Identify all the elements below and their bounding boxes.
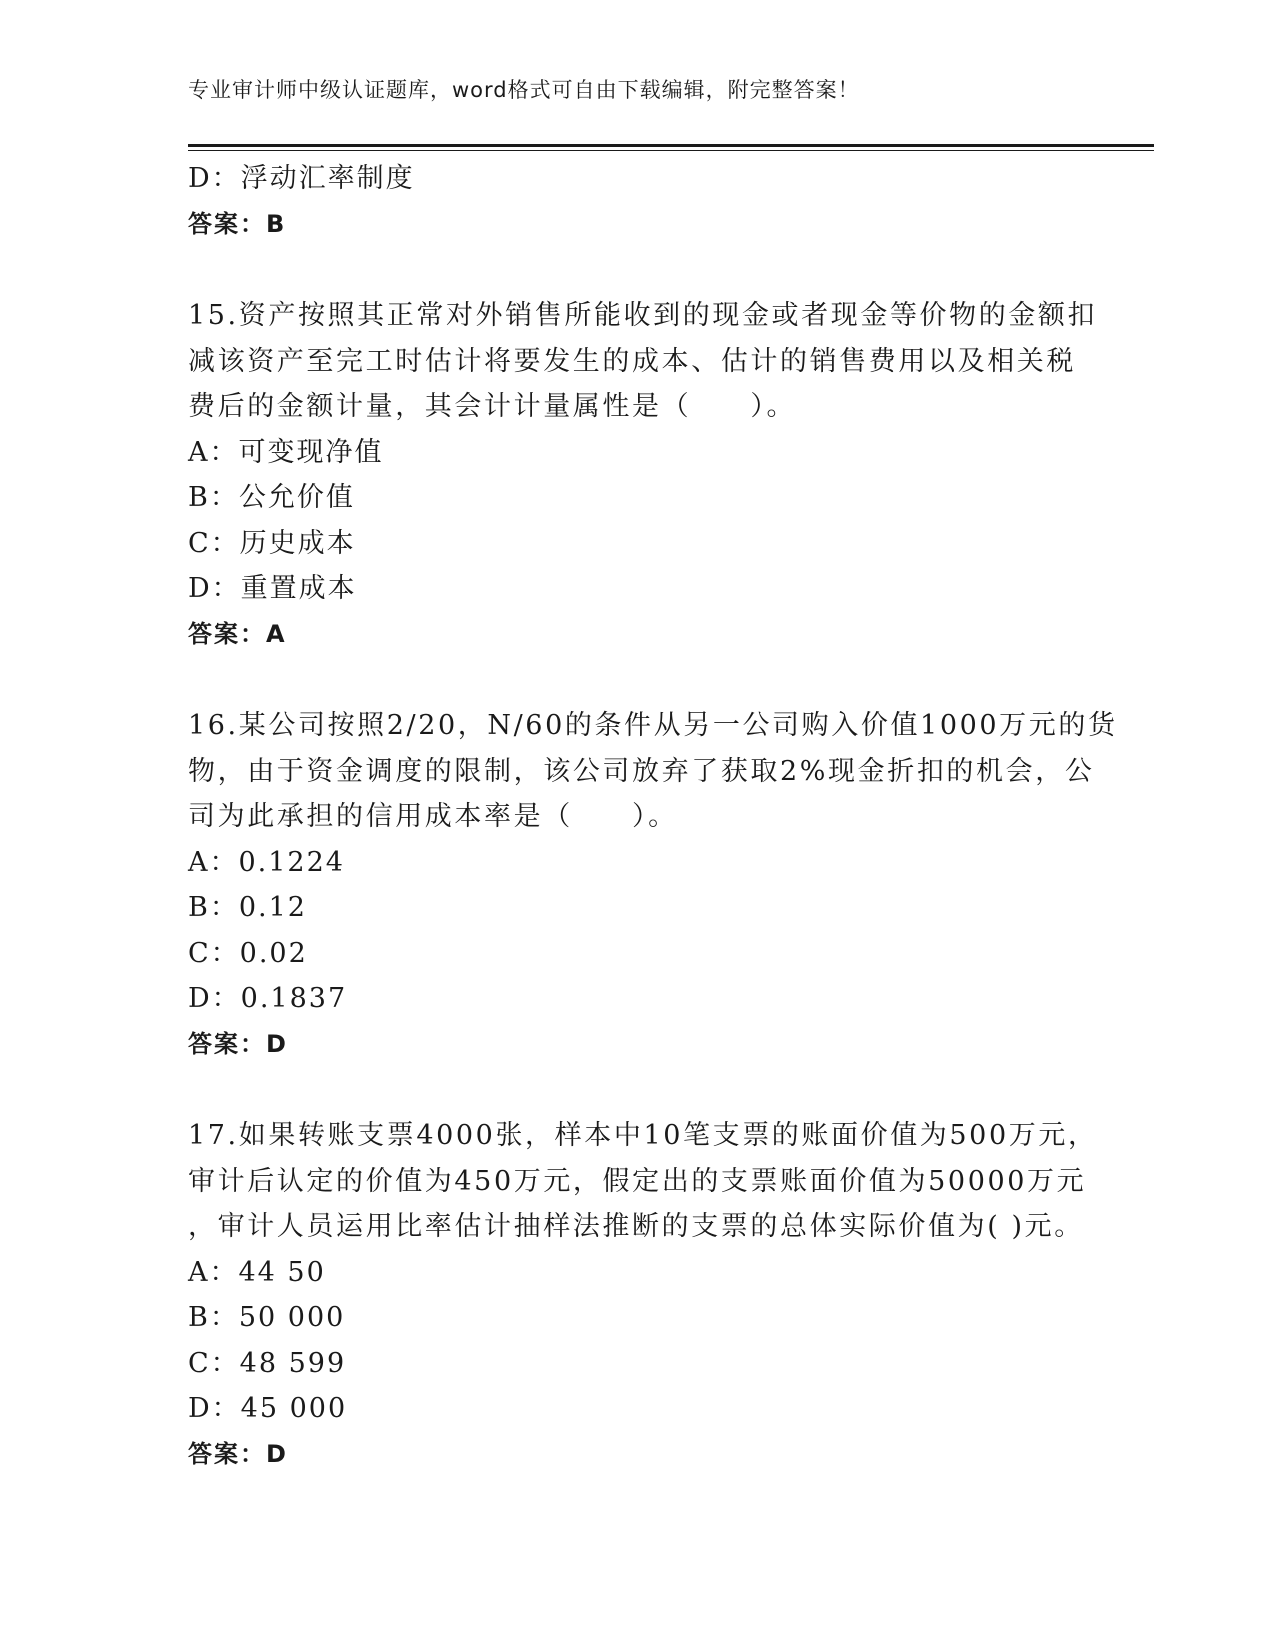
option-a: A：0.1224	[188, 846, 345, 878]
stem-line: 物，由于资金调度的限制，该公司放弃了获取2%现金折扣的机会，公	[188, 755, 1095, 787]
page-header: 专业审计师中级认证题库，word格式可自由下载编辑，附完整答案！	[188, 78, 860, 102]
option-b: B：50 000	[188, 1302, 346, 1333]
option-a: A：44 50	[188, 1256, 326, 1288]
question-stem	[188, 293, 1098, 430]
header-rule-thick	[188, 144, 1154, 147]
question-15	[188, 293, 1098, 657]
spacer	[188, 247, 1088, 293]
option-d: D：45 000	[188, 1393, 348, 1424]
stem-line: 审计后认定的价值为450万元，假定出的支票账面价值为50000万元	[188, 1165, 1087, 1197]
question-stem	[188, 1113, 1098, 1250]
stem-line: 15.资产按照其正常对外销售所能收到的现金或者现金等价物的金额扣	[188, 300, 1098, 331]
option-d: D：重置成本	[188, 573, 357, 604]
spacer	[188, 1067, 1088, 1113]
header-rule-thin	[188, 150, 1154, 151]
stem-line: ，审计人员运用比率估计抽样法推断的支票的总体实际价值为( )元。	[188, 1211, 1084, 1242]
spacer	[188, 657, 1088, 703]
option-b: B：0.12	[188, 892, 307, 923]
question-17	[188, 1113, 1098, 1477]
answer-line: 答案：D	[188, 1029, 288, 1058]
answer-line: 答案：B	[188, 209, 287, 238]
option-a: A：可变现净值	[188, 436, 384, 468]
answer-line: 答案：A	[188, 619, 287, 648]
question-16	[188, 703, 1118, 1067]
option-b: B：公允价值	[188, 482, 355, 513]
option-d: D：0.1837	[188, 983, 348, 1014]
stem-line: 16.某公司按照2/20，N/60的条件从另一公司购入价值1000万元的货	[188, 710, 1118, 741]
stem-line: 减该资产至完工时估计将要发生的成本、估计的销售费用以及相关税	[188, 345, 1076, 377]
stem-line: 司为此承担的信用成本率是（ ）。	[188, 801, 678, 832]
option-c: C：历史成本	[188, 527, 356, 559]
answer-line: 答案：D	[188, 1439, 288, 1468]
document-body	[188, 156, 1118, 1477]
stem-line: 17.如果转账支票4000张，样本中10笔支票的账面价值为500万元，	[188, 1120, 1098, 1151]
option-d: D：浮动汇率制度	[188, 163, 415, 194]
question-stem	[188, 703, 1118, 840]
stem-line: 费后的金额计量，其会计计量属性是（ ）。	[188, 391, 797, 422]
option-c: C：48 599	[188, 1347, 347, 1379]
option-c: C：0.02	[188, 937, 308, 969]
